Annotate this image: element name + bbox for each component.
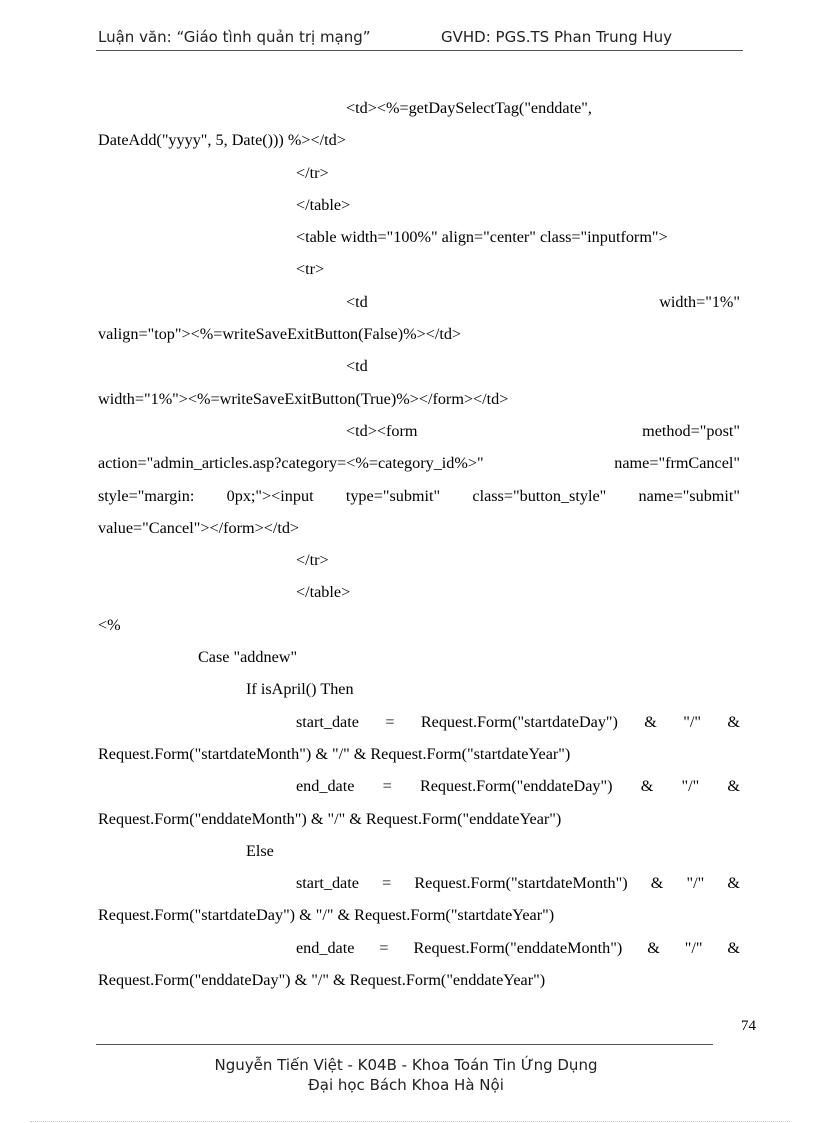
page-number: 74 <box>741 1018 756 1034</box>
code-line: end_date = Request.Form("enddateMonth") & "/" & <box>296 938 740 957</box>
code-line: Request.Form("enddateDay") & "/" & Request.Form("enddateYear") <box>98 971 546 990</box>
code-line: <% <box>98 615 121 634</box>
code-line: <td <box>346 357 368 376</box>
code-line: </table> <box>296 195 351 214</box>
code-listing <box>98 92 740 996</box>
code-line: start_date = Request.Form("startdateDay") & "/" & <box>296 712 740 731</box>
code-line: <table width="100%" align="center" class="inputform"> <box>296 228 668 247</box>
page-edge-divider <box>30 1121 790 1122</box>
header-divider <box>96 50 743 51</box>
footer-divider <box>96 1044 713 1045</box>
code-line: valign="top"><%=writeSaveExitButton(False)%></td> <box>98 325 462 344</box>
code-line: end_date = Request.Form("enddateDay") & "/" & <box>296 777 740 796</box>
code-line: Request.Form("enddateMonth") & "/" & Request.Form("enddateYear") <box>98 809 562 828</box>
code-line: <td><form method="post" <box>346 421 740 440</box>
code-line: </tr> <box>296 551 329 570</box>
code-line: <tr> <box>296 260 325 279</box>
code-line: Else <box>246 841 274 860</box>
code-line: style="margin: 0px;"><input type="submit" class="button_style" name="submit" <box>98 486 740 505</box>
code-line: value="Cancel"></form></td> <box>98 518 300 537</box>
code-line: Request.Form("startdateDay") & "/" & Request.Form("startdateYear") <box>98 906 555 925</box>
code-line: </tr> <box>296 163 329 182</box>
code-line: <td><%=getDaySelectTag("enddate", <box>346 99 592 117</box>
page-footer <box>96 1055 716 1095</box>
code-line: width="1%"><%=writeSaveExitButton(True)%></form></td> <box>98 389 509 408</box>
code-line: </table> <box>296 583 351 602</box>
code-line: <td width="1%" <box>346 292 740 311</box>
code-line: Request.Form("startdateMonth") & "/" & Request.Form("startdateYear") <box>98 744 571 763</box>
header-advisor: GVHD: PGS.TS Phan Trung Huy <box>441 28 673 46</box>
page-header <box>98 28 743 46</box>
header-thesis-title: Luận văn: “Giáo tình quản trị mạng” <box>98 28 371 46</box>
code-line: DateAdd("yyyy", 5, Date())) %></td> <box>98 131 346 150</box>
code-line: action="admin_articles.asp?category=<%=category_id%>" name="frmCancel" <box>98 454 740 473</box>
code-line: start_date = Request.Form("startdateMonth") & "/" & <box>296 874 740 893</box>
footer-university: Đại học Bách Khoa Hà Nội <box>308 1076 504 1094</box>
footer-author: Nguyễn Tiến Việt - K04B - Khoa Toán Tin Ứng Dụng <box>214 1056 598 1074</box>
code-line: If isApril() Then <box>246 680 354 699</box>
code-line: Case "addnew" <box>198 648 298 667</box>
